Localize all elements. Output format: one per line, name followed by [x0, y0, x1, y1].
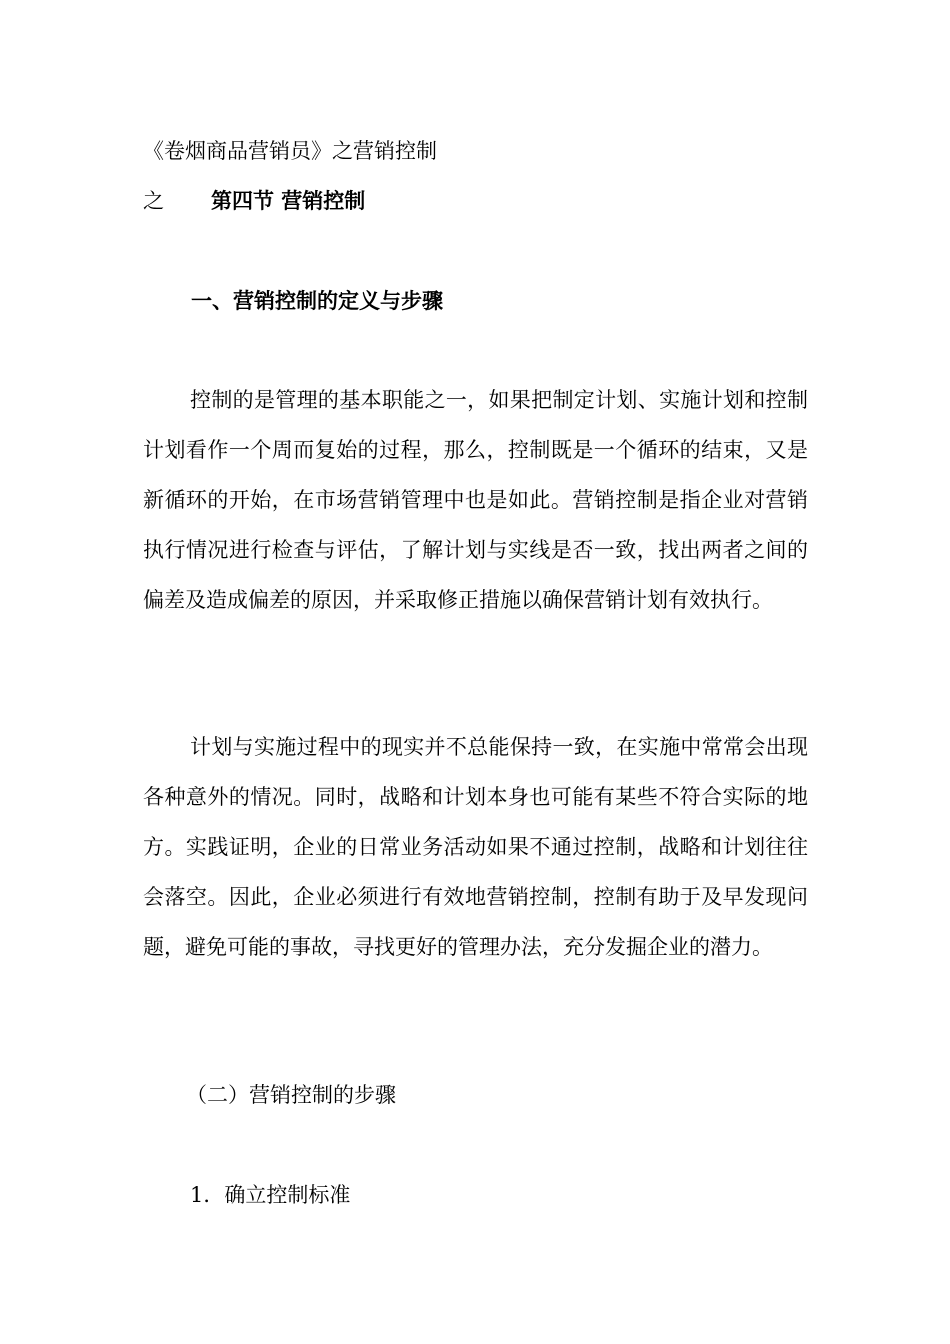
paragraph-definition: 控制的是管理的基本职能之一，如果把制定计划、实施计划和控制计划看作一个周而复始的过程，那么，控制既是一个循环的结束，又是新循环的开始，在市场营销管理中也是如此。营销控制是指企业对营销执行情况进行检查与评估，了解计划与实线是否一致，找出两者之间的偏差及造成偏差的原因，并采取修正措施以确保营销计划有效执行。 [143, 388, 808, 612]
step-1-heading: 1．确立控制标准 [190, 1183, 351, 1207]
paragraph-necessity: 计划与实施过程中的现实并不总能保持一致，在实施中常常会出现各种意外的情况。同时，战略和计划本身也可能有某些不符合实际的地方。实践证明，企业的日常业务活动如果不通过控制，战略和计划往往会落空。因此，企业必须进行有效地营销控制，控制有助于及早发现问题，避免可能的事故，寻找更好的管理办法，充分发掘企业的潜力。 [143, 735, 808, 959]
document-title: 《卷烟商品营销员》之营销控制 [143, 139, 437, 163]
sub-heading-steps: （二）营销控制的步骤 [186, 1083, 396, 1107]
subtitle-prefix: 之 [143, 189, 164, 213]
section-heading: 第四节 营销控制 [211, 189, 366, 213]
heading-definition-and-steps: 一、营销控制的定义与步骤 [191, 289, 443, 313]
